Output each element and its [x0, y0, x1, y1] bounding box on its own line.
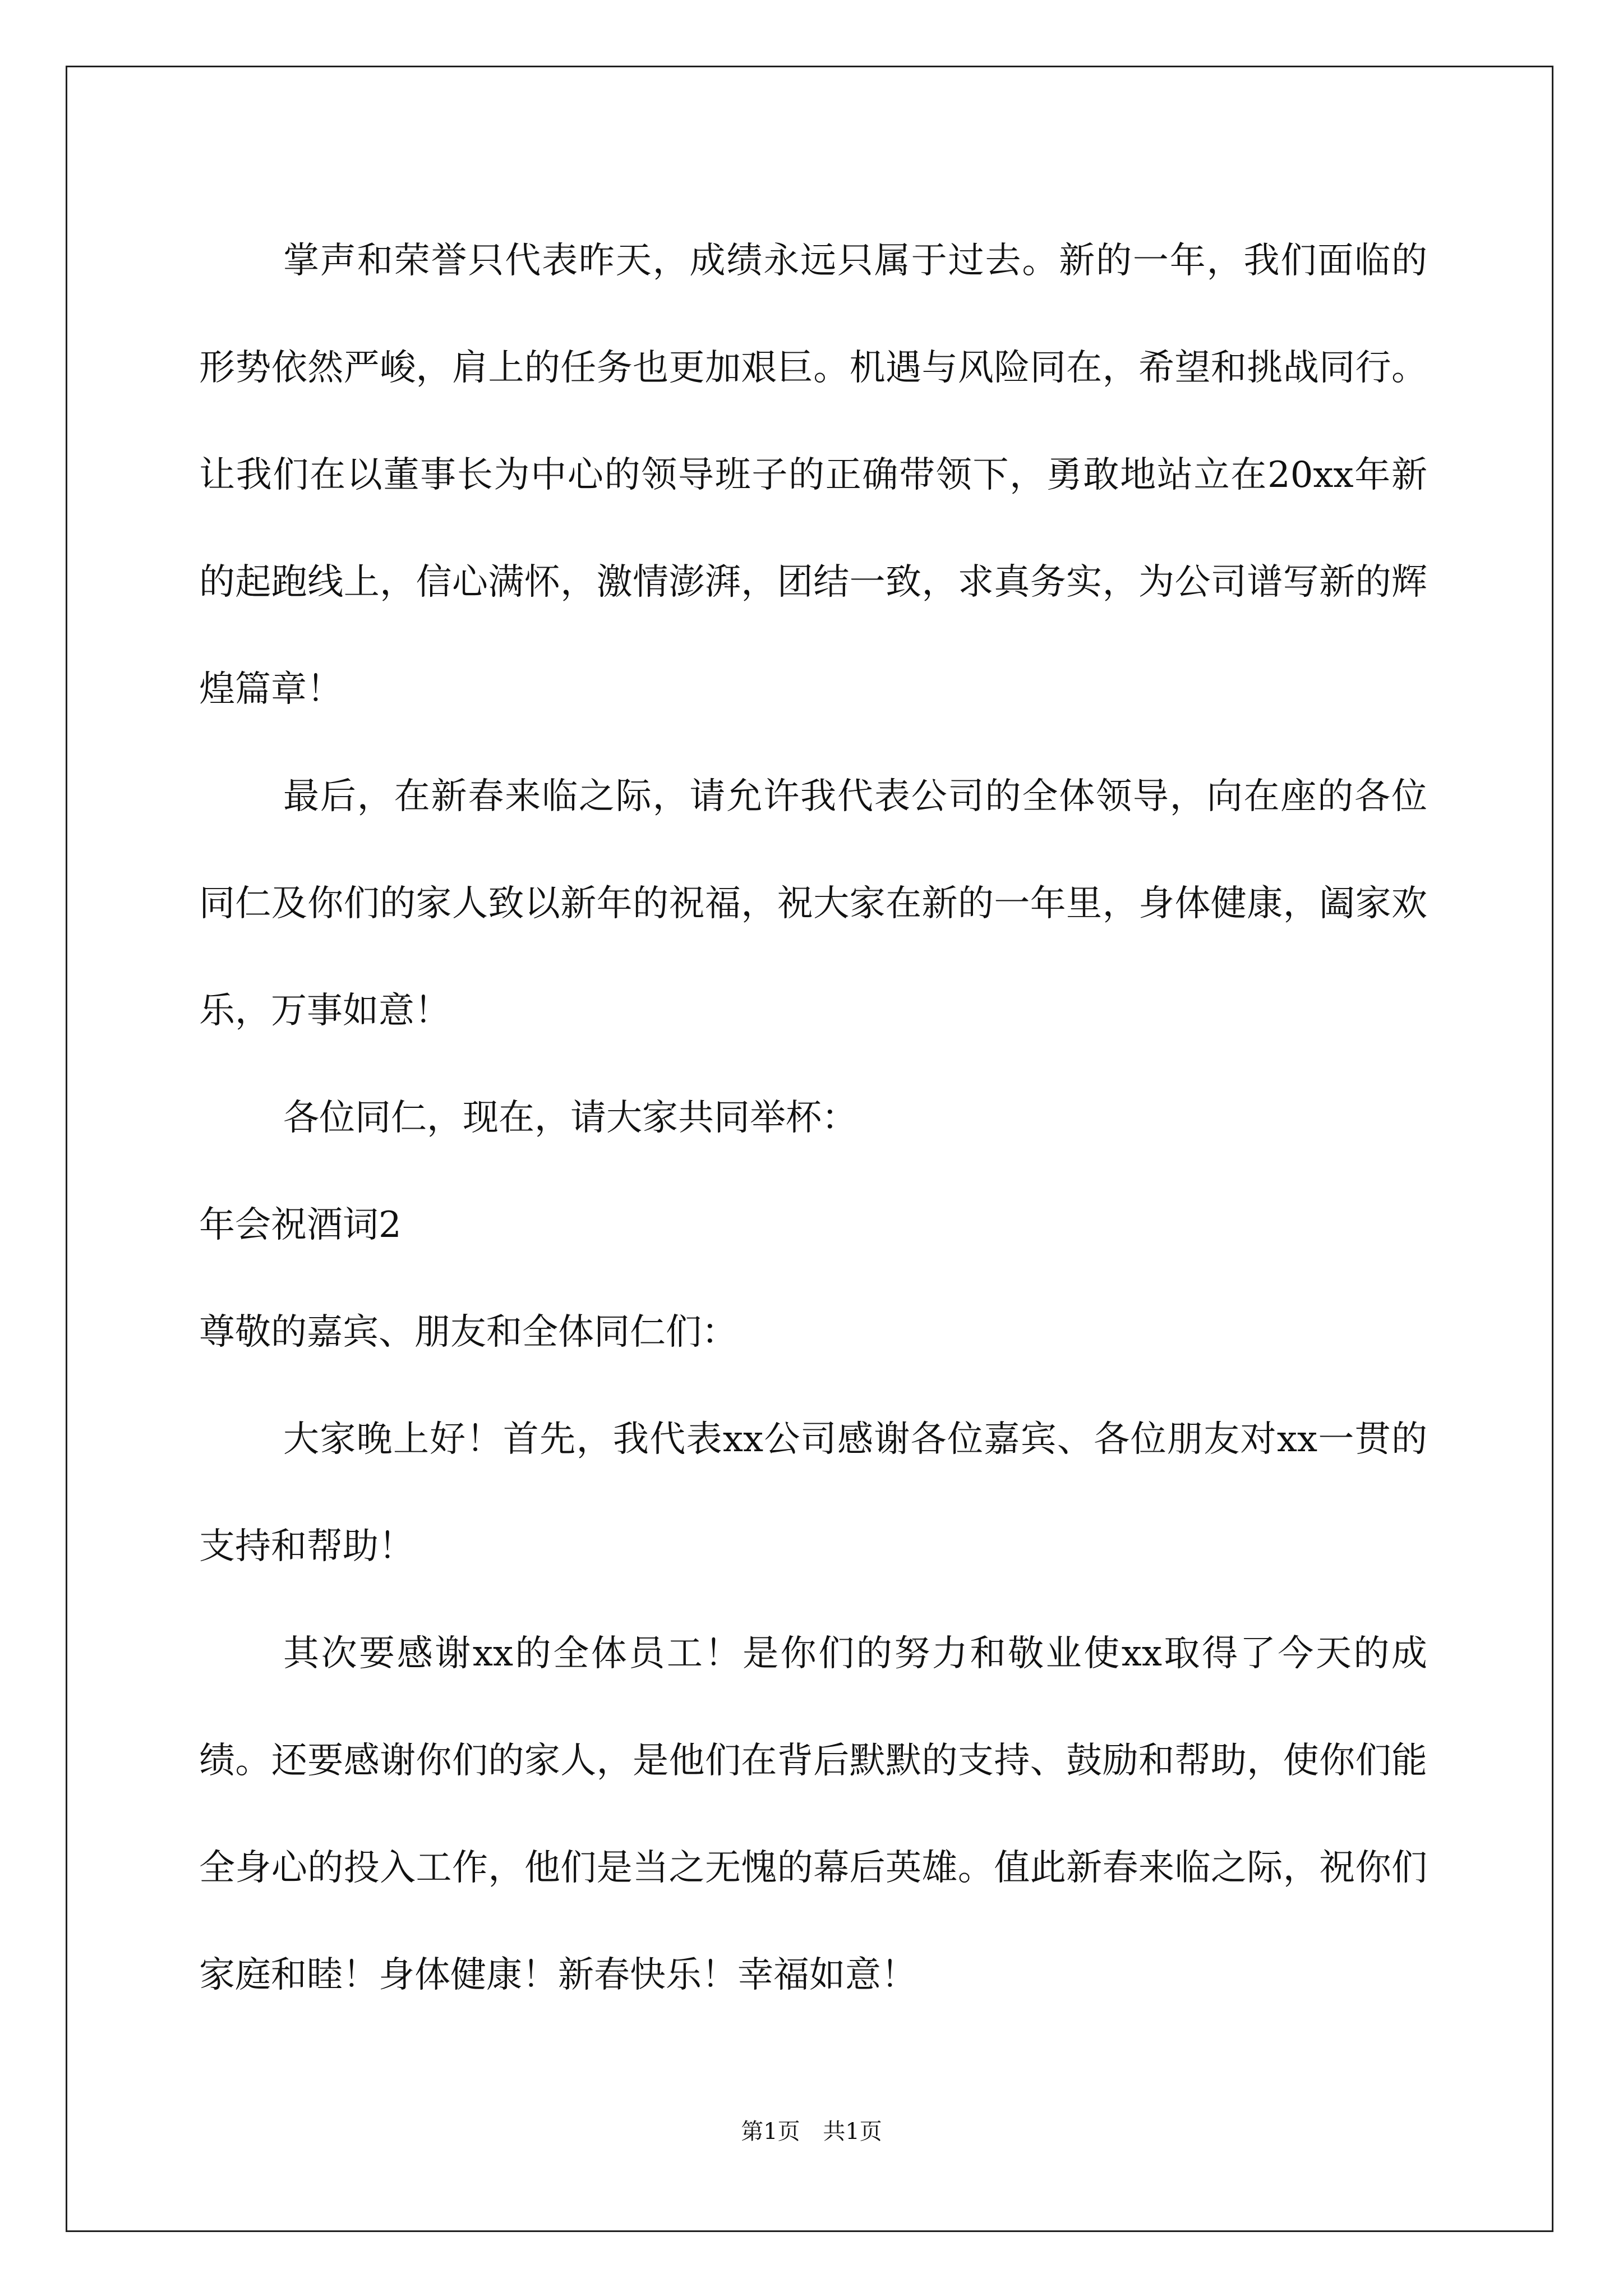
paragraph-new-year-wishes: 最后，在新春来临之际，请允许我代表公司的全体领导，向在座的各位同仁及你们的家人致以新年的祝福，祝大家在新的一年里，身体健康，阖家欢乐，万事如意！: [199, 776, 1427, 1032]
document-body: [199, 208, 1427, 2029]
page-total: 共1页: [823, 2119, 882, 2145]
paragraph-thanks-staff: 其次要感谢xx的全体员工！是你们的努力和敬业使xx取得了今天的成绩。还要感谢你们的家人，是他们在背后默默的支持、鼓励和帮助，使你们能全身心的投入工作，他们是当之无愧的幕后英雄。值此新春来临之际，祝你们家庭和睦！身体健康！新春快乐！幸福如意！: [199, 1633, 1427, 1996]
section-heading: 年会祝酒词2: [199, 1204, 402, 1246]
paragraph-greeting: 大家晚上好！首先，我代表xx公司感谢各位嘉宾、各位朋友对xx一贯的支持和帮助！: [199, 1419, 1427, 1567]
paragraph-toast-call: 各位同仁，现在，请大家共同举杯：: [283, 1097, 857, 1139]
salutation: 尊敬的嘉宾、朋友和全体同仁们：: [199, 1312, 737, 1353]
paragraph-closing-remarks: 掌声和荣誉只代表昨天，成绩永远只属于过去。新的一年，我们面临的形势依然严峻，肩上的任务也更加艰巨。机遇与风险同在，希望和挑战同行。让我们在以董事长为中心的领导班子的正确带领下，勇敢地站立在20xx年新的起跑线上，信心满怀，激情澎湃，团结一致，求真务实，为公司谱写新的辉煌篇章！: [199, 240, 1427, 710]
page-number: 第1页: [741, 2119, 800, 2145]
page-footer: [0, 2115, 1623, 2148]
